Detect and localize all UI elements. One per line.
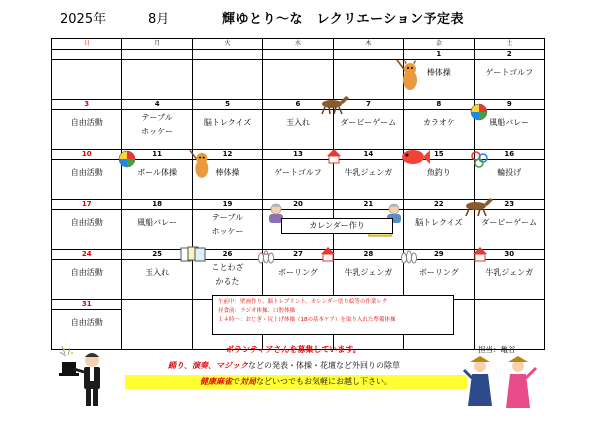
weekday-fri: 金: [404, 39, 474, 50]
karuta-cards-icon: [180, 246, 206, 262]
dog-icon: [395, 58, 421, 92]
activity-label: ダービーゲーム: [481, 218, 538, 227]
horse-icon: [318, 95, 350, 115]
day-cell: [192, 50, 262, 100]
note-line-prelunch: 昼食前：ラジオ体操、口腔体操: [218, 308, 296, 314]
mahjong-invite-line: [125, 375, 467, 389]
day-number: 19: [193, 200, 262, 210]
day-cell: [192, 100, 262, 150]
day-number: 22: [404, 200, 473, 210]
activity-label: 玉入れ: [145, 268, 170, 277]
volunteer-activities-line: [168, 360, 400, 371]
day-number: 4: [122, 100, 191, 110]
activity-label: 自由活動: [70, 268, 103, 277]
activity-label: 棒体操: [215, 168, 240, 177]
weekday-header-row: [52, 39, 545, 50]
page-title: 輝ゆとり～な レクリエーション予定表: [222, 12, 464, 27]
day-cell: [333, 50, 403, 100]
weekday-sat: 土: [474, 39, 544, 50]
particle-text: で: [232, 377, 240, 386]
bowling-pins-icon: [400, 248, 418, 264]
activity-label: 牛乳ジェンガ: [344, 168, 393, 177]
weekday-thu: 木: [333, 39, 403, 50]
week-row: [52, 50, 545, 100]
activity-label: 牛乳ジェンガ: [344, 268, 393, 277]
ring-toss-icon: [470, 150, 490, 168]
day-number: 30: [475, 250, 544, 260]
day-cell: [474, 300, 544, 350]
ball-icon: [470, 103, 488, 121]
dancers-icon: [462, 356, 542, 412]
dog-icon: [188, 148, 212, 180]
activity-label: 自由活動: [70, 118, 103, 127]
magic-text: マジック: [216, 361, 248, 370]
day-number: 12: [193, 150, 262, 160]
day-number: 31: [52, 300, 121, 310]
month-label: 8月: [148, 12, 170, 27]
activity-label: 自由活動: [70, 168, 103, 177]
day-number: 13: [263, 150, 332, 160]
day-number-empty: [122, 50, 191, 60]
activity-label: 風船バレー: [137, 218, 178, 227]
day-cell: [52, 50, 122, 100]
day-number: 17: [52, 200, 121, 210]
activity-label: 牛乳ジェンガ: [485, 268, 534, 277]
weekday-mon: 月: [122, 39, 192, 50]
separator-text: 、: [184, 361, 192, 370]
day-number-empty: [193, 50, 262, 60]
day-number-empty: [52, 50, 121, 60]
house-icon: [326, 148, 342, 164]
activity-label: 自由活動: [70, 218, 103, 227]
activity-label: カラオケ: [422, 118, 455, 127]
day-cell-empty: [122, 300, 192, 350]
day-number-empty: [334, 50, 403, 60]
day-number: 28: [334, 250, 403, 260]
day-cell: [52, 150, 122, 200]
day-cell: [263, 150, 333, 200]
weekday-tue: 火: [192, 39, 262, 50]
magician-icon: [56, 344, 112, 408]
day-number: 14: [334, 150, 403, 160]
day-number: 5: [193, 100, 262, 110]
performance-text: 演奏: [192, 361, 208, 370]
activity-label: 棒体操: [426, 68, 451, 77]
day-number: 27: [263, 250, 332, 260]
house-icon: [472, 246, 488, 262]
day-cell: [333, 150, 403, 200]
day-number: 18: [122, 200, 191, 210]
day-number: 6: [263, 100, 332, 110]
day-number: 23: [475, 200, 544, 210]
day-number: 9: [475, 100, 544, 110]
day-cell: [474, 50, 544, 100]
day-cell: [52, 100, 122, 150]
ball-icon: [118, 150, 136, 168]
weekday-sun: 日: [52, 39, 122, 50]
day-cell: [52, 300, 122, 350]
note-line-afternoon: １４時～：おじぎ・尻上げ体操（18の基本ケア）を取り入れた準備体操: [218, 317, 396, 323]
activity-label: カレンダー作り: [281, 218, 392, 234]
week-row: [52, 250, 545, 300]
day-number: 25: [122, 250, 191, 260]
activity-label: 輪投げ: [497, 168, 522, 177]
activity-label: 風船バレー: [489, 118, 530, 127]
match-text: 対局: [240, 377, 256, 386]
year-label: 2025年: [60, 12, 107, 27]
invite-rest-text: などいつでもお気軽にお越し下さい。: [256, 377, 392, 386]
day-number: 10: [52, 150, 121, 160]
day-cell: [122, 100, 192, 150]
note-line-morning: 午前中：壁画作り、脳トレプリント、カレンダー塗り絵等の作業レク: [218, 299, 388, 305]
weekday-wed: 水: [263, 39, 333, 50]
house-icon: [320, 246, 336, 262]
day-cell: [52, 250, 122, 300]
fish-icon: [400, 148, 430, 166]
activity-label: ボール体操: [137, 168, 178, 177]
day-number: 2: [475, 50, 544, 60]
daily-schedule-note: [212, 295, 454, 335]
day-number: 3: [52, 100, 121, 110]
activity-label: 魚釣り: [426, 168, 451, 177]
day-number: 26: [193, 250, 262, 260]
activity-label: テーブル ホッケー: [141, 113, 174, 136]
activity-label: ボーリング: [418, 268, 459, 277]
activity-label: 脳トレクイズ: [415, 218, 463, 227]
mahjong-text: 健康麻雀: [200, 377, 232, 386]
activity-label: テーブル ホッケー: [211, 213, 244, 236]
activity-label: ゲートゴルフ: [485, 68, 534, 77]
day-cell: [192, 200, 262, 250]
staff-in-charge: 担当：亀谷: [478, 345, 516, 354]
day-number: 15: [404, 150, 473, 160]
day-number: 20: [263, 200, 332, 210]
day-number: 11: [122, 150, 191, 160]
activity-label: ダービーゲーム: [340, 118, 397, 127]
day-number: 8: [404, 100, 473, 110]
day-number: 16: [475, 150, 544, 160]
activities-rest-text: などの発表・体操・花壇など外回りの除草: [248, 361, 400, 370]
activity-label: ことわざ かるた: [211, 263, 244, 286]
day-number: 21: [334, 200, 403, 210]
day-cell: [404, 100, 474, 150]
activity-label: 脳トレクイズ: [203, 118, 252, 127]
day-number: 29: [404, 250, 473, 260]
day-number: 1: [404, 50, 473, 60]
day-cell: [263, 50, 333, 100]
day-number: 7: [334, 100, 403, 110]
day-cell: [122, 200, 192, 250]
horse-icon: [462, 197, 494, 217]
volunteer-recruit-text: ボランティアさんを募集しています。: [226, 345, 361, 354]
separator-text: 、: [208, 361, 216, 370]
day-number: 24: [52, 250, 121, 260]
activity-label: ボーリング: [278, 268, 318, 277]
day-cell: [333, 250, 403, 300]
activity-label: 自由活動: [70, 318, 103, 327]
day-cell: [122, 50, 192, 100]
dance-text: 踊り: [168, 361, 184, 370]
activity-label: 玉入れ: [285, 118, 310, 127]
activity-label: ゲートゴルフ: [274, 168, 322, 177]
day-number-empty: [263, 50, 332, 60]
bowling-pins-icon: [257, 248, 275, 264]
day-cell: [52, 200, 122, 250]
